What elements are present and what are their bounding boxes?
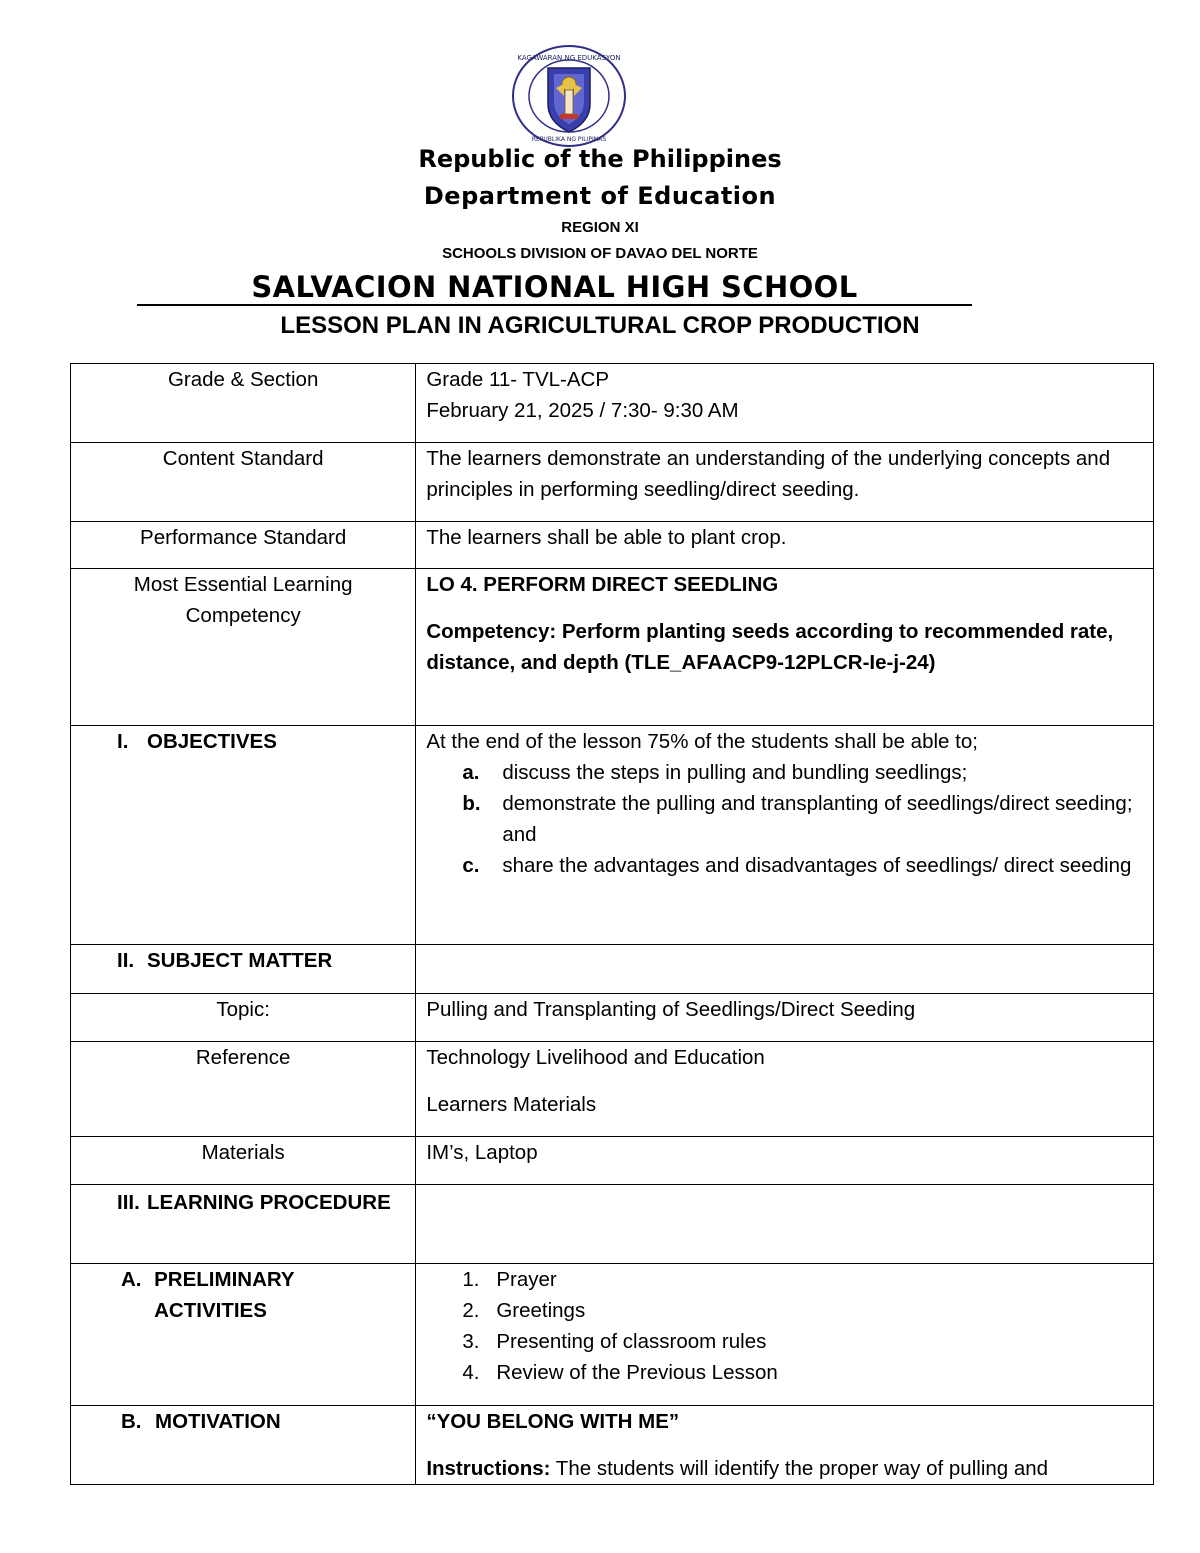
republic-heading: Republic of the Philippines [418,145,782,173]
table-row [71,1137,1154,1185]
grade-section-line: Grade 11- TVL-ACP [426,368,609,391]
melc-value [416,569,1154,726]
department-heading: Department of Education [423,182,777,210]
list-item-text: Greetings [496,1299,586,1322]
learning-procedure-value [416,1185,1154,1264]
motivation-value [416,1406,1154,1485]
subject-matter-label: SUBJECT MATTER [147,949,333,972]
materials-label: Materials [71,1137,416,1185]
schedule-line: February 21, 2025 / 7:30- 9:30 AM [426,399,739,422]
objectives-label: OBJECTIVES [147,730,277,753]
learning-procedure-label: LEARNING PROCEDURE [147,1191,391,1214]
grade-section-label: Grade & Section [71,364,416,443]
list-item-text: Prayer [496,1268,557,1291]
preliminary-label: PRELIMINARY ACTIVITIES [154,1268,295,1322]
division-heading: SCHOOLS DIVISION OF DAVAO DEL NORTE [442,245,758,262]
materials-value: IM’s, Laptop [416,1137,1154,1185]
region-heading: REGION XI [561,219,639,236]
topic-value: Pulling and Transplanting of Seedlings/Direct Seeding [416,994,1154,1042]
reference-label: Reference [71,1042,416,1137]
learning-procedure-numeral: III. [117,1191,140,1214]
reference-value [416,1042,1154,1137]
reference-line: Technology Livelihood and Education [426,1046,765,1069]
list-item-text: discuss the steps in pulling and bundling seedlings; [502,761,968,784]
list-item [426,850,1143,881]
seal-text-bottom: REPUBLIKA NG PILIPINAS [531,136,607,143]
list-item-text: share the advantages and disadvantages of seedlings/ direct seeding [502,854,1132,877]
motivation-marker: B. [121,1410,142,1433]
objectives-value [416,726,1154,945]
objectives-list [426,757,1143,881]
objectives-intro: At the end of the lesson 75% of the students shall be able to; [426,730,978,753]
table-row [71,1042,1154,1137]
objectives-numeral: I. [117,730,129,753]
content-standard-value: The learners demonstrate an understanding of the underlying concepts and principles in performing seedling/direct seeding. [416,443,1154,522]
list-item-text: Presenting of classroom rules [496,1330,767,1353]
list-marker: 4. [462,1361,480,1384]
list-marker: a. [462,761,480,784]
grade-section-value [416,364,1154,443]
table-row [71,364,1154,443]
list-marker: 2. [462,1299,480,1322]
list-marker: 3. [462,1330,480,1353]
learning-outcome: LO 4. PERFORM DIRECT SEEDLING [426,573,779,596]
preliminary-value [416,1264,1154,1406]
competency-text: Competency: Perform planting seeds according to recommended rate, distance, and depth (TLE_AFAACP9-12PLCR-Ie-j-24) [426,620,1114,674]
table-row [71,1185,1154,1264]
list-item-text: Review of the Previous Lesson [496,1361,778,1384]
table-row [71,1264,1154,1406]
performance-standard-value: The learners shall be able to plant crop. [416,522,1154,569]
subject-matter-label-cell [71,945,416,994]
instructions-text: The students will identify the proper way of pulling and [550,1457,1049,1480]
list-marker: 1. [462,1268,480,1291]
list-marker: c. [462,854,480,877]
learning-procedure-label-cell [71,1185,416,1264]
school-name: SALVACION NATIONAL HIGH SCHOOL [137,270,972,306]
preliminary-marker: A. [121,1268,142,1291]
table-row [71,522,1154,569]
topic-label: Topic: [71,994,416,1042]
content-standard-label: Content Standard [71,443,416,522]
list-marker: b. [462,792,481,815]
motivation-instructions [426,1453,1143,1484]
motivation-label-cell [71,1406,416,1485]
deped-seal-logo [510,44,628,148]
subject-matter-value [416,945,1154,994]
list-item [426,757,1143,788]
objectives-label-cell [71,726,416,945]
list-item [426,1326,1143,1357]
instructions-label: Instructions: [426,1457,551,1480]
lesson-plan-table [70,363,1154,1485]
list-item [426,1264,1143,1295]
list-item-text: demonstrate the pulling and transplanting of seedlings/direct seeding; and [502,792,1133,846]
melc-label: Most Essential Learning Competency [71,569,416,726]
preliminary-list [426,1264,1143,1388]
table-row [71,945,1154,994]
performance-standard-label: Performance Standard [71,522,416,569]
reference-line: Learners Materials [426,1093,597,1116]
table-row [71,726,1154,945]
list-item [426,1295,1143,1326]
list-item [426,1357,1143,1388]
motivation-title: “YOU BELONG WITH ME” [426,1410,680,1433]
table-row [71,1406,1154,1485]
preliminary-label-cell [71,1264,416,1406]
table-row [71,569,1154,726]
subject-matter-numeral: II. [117,949,135,972]
table-row [71,443,1154,522]
table-row [71,994,1154,1042]
seal-text-top: KAGAWARAN NG EDUKASYON [517,54,621,62]
list-item [426,788,1143,850]
lesson-plan-title: LESSON PLAN IN AGRICULTURAL CROP PRODUCTION [280,312,920,339]
motivation-label: MOTIVATION [155,1410,281,1433]
